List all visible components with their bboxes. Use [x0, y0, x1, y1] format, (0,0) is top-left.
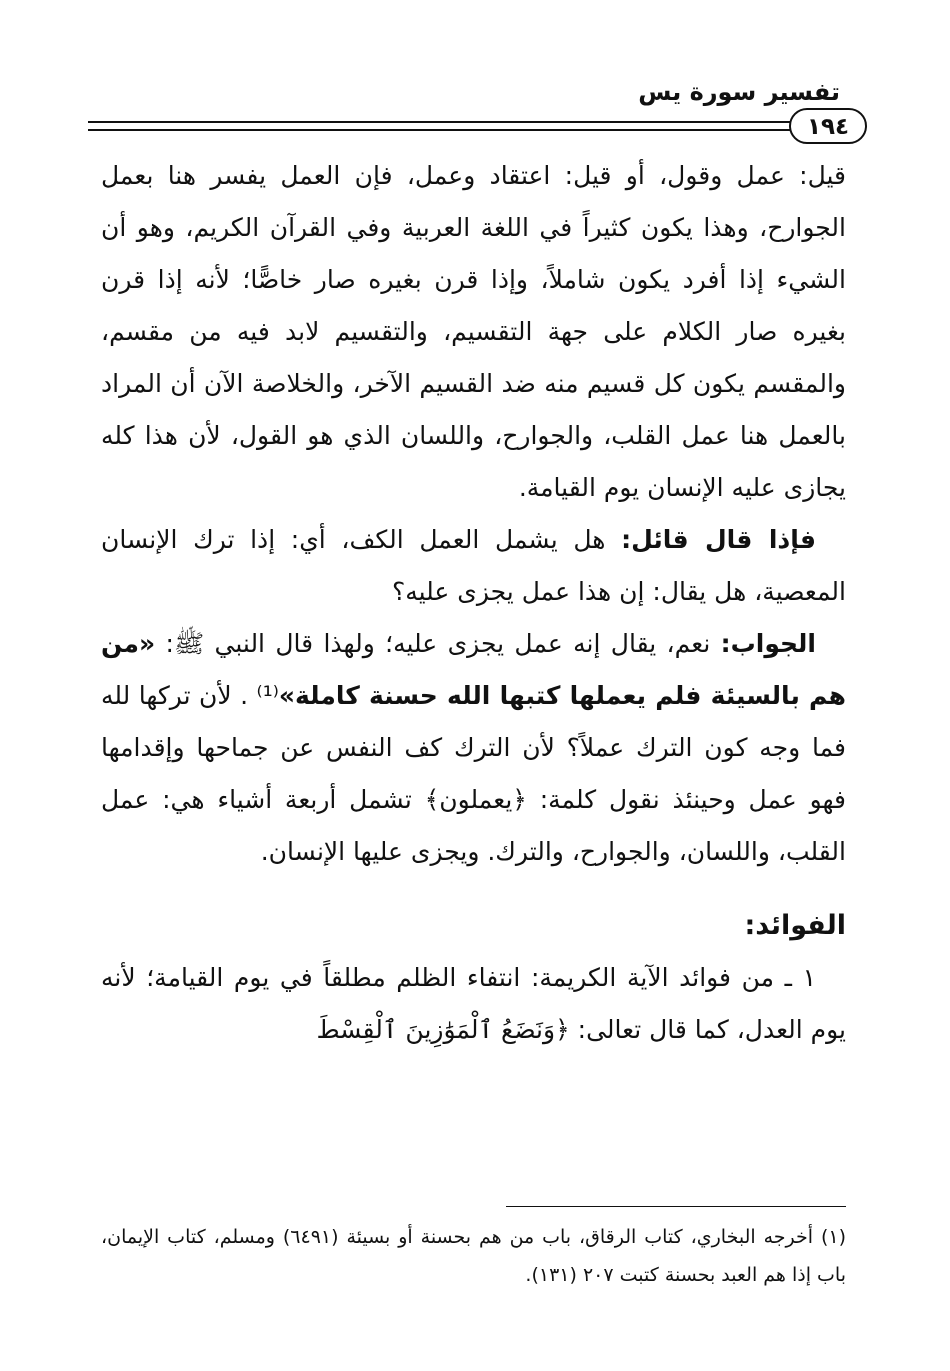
benefits-heading: الفوائد: — [744, 910, 846, 941]
benefit-item: ١ ـ من فوائد الآية الكريمة: انتفاء الظلم مطلقاً في يوم القيامة؛ لأنه يوم العدل، كما قال تعالى: ﴿وَنَضَعُ ٱلْمَوَٰزِينَ ٱلْقِسْطَ — [101, 963, 846, 1044]
footnote-ref: ⁽¹⁾ — [256, 681, 279, 710]
footnote — [101, 1218, 846, 1294]
footnote-text: (١) أخرجه البخاري، كتاب الرقاق، باب من هم بحسنة أو بسيئة (٦٤٩١) ومسلم، كتاب الإيمان، باب إذا هم العبد بحسنة كتبت ٢٠٧ (١٣١). — [101, 1226, 846, 1286]
question-lead: فإذا قال قائل: — [621, 525, 816, 554]
main-text — [101, 150, 846, 1056]
paragraph-question — [101, 514, 846, 618]
footnote-rule — [506, 1206, 846, 1207]
answer-text-cont: . لأن تركها لله فما وجه كون الترك عملاً؟ لأن الترك كف النفس عن جماحها وإقدامها فهو عمل وحينئذ نقول كلمة: ﴿يعملون﴾ تشمل أربعة أشياء هي: عمل القلب، واللسان، والجوارح، والترك. ويجزى عليها الإنسان. — [101, 681, 846, 866]
section-gap — [101, 878, 846, 900]
question-text: هل يشمل العمل الكف، أي: إذا ترك الإنسان المعصية، هل يقال: إن هذا عمل يجزى عليه؟ — [101, 525, 846, 606]
hadith-quote: «من هم بالسيئة فلم يعملها كتبها الله حسنة كاملة» — [101, 629, 846, 710]
paragraph: قيل: عمل وقول، أو قيل: اعتقاد وعمل، فإن العمل يفسر هنا بعمل الجوارح، وهذا يكون كثيراً في اللغة العربية وفي القرآن الكريم، وهو أن الشيء إذا أفرد يكون شاملاً، وإذا قرن بغيره صار خاصًّا؛ لأنه إذا قرن بغيره صار الكلام على جهة التقسيم، والتقسيم لابد فيه من مقسم، والمقسم يكون كل قسيم منه ضد القسيم الآخر، والخلاصة الآن أن المراد بالعمل هنا عمل القلب، والجوارح، واللسان الذي هو القول، لأن هذا كله يجازى عليه الإنسان يوم القيامة. — [101, 161, 846, 502]
header-rule — [88, 121, 790, 123]
answer-lead: الجواب: — [720, 629, 816, 658]
page-number: ١٩٤ — [789, 108, 867, 144]
header-rule-lower — [88, 129, 790, 131]
answer-text: نعم، يقال إنه عمل يجزى عليه؛ ولهذا قال النبي ﷺ: — [155, 629, 721, 658]
paragraph-answer — [101, 618, 846, 878]
running-title: تفسير سورة يس — [638, 78, 840, 106]
